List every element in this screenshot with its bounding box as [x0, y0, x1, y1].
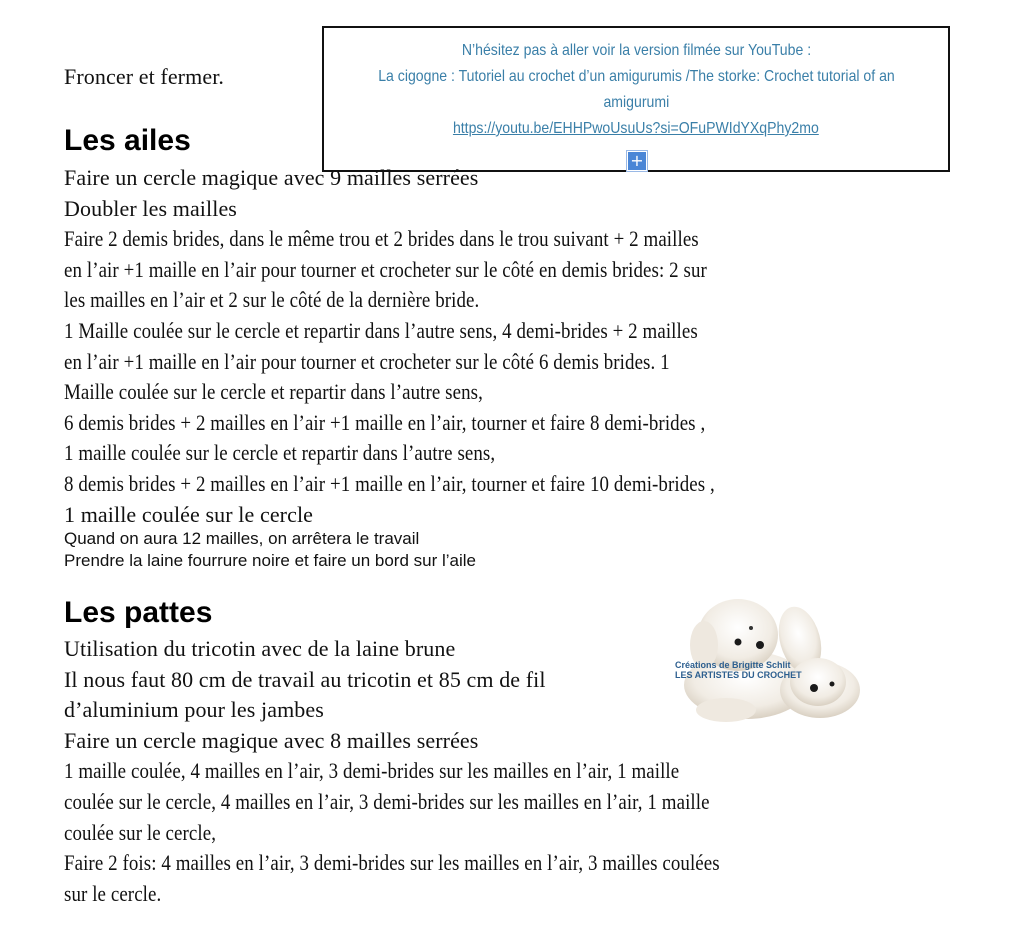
intro-text	[64, 62, 224, 93]
paragraph-line: coulée sur le cercle, 4 mailles en l’air, 3 demi-brides sur les mailles en l’air, 1 maille	[64, 788, 710, 814]
paragraph-line: 6 demis brides + 2 mailles en l’air +1 maille en l’air, tourner et faire 8 demi-brides ,	[64, 409, 706, 435]
paragraph-line: Faire 2 demis brides, dans le même trou et 2 brides dans le trou suivant + 2 mailles	[64, 226, 699, 252]
section-heading-les-ailes: Les ailes	[64, 124, 191, 157]
callout-line: N’hésitez pas à aller voir la version filmée sur YouTube :	[461, 42, 811, 59]
plus-icon: +	[630, 151, 644, 170]
watermark-line: LES ARTISTES DU CROCHET	[675, 670, 802, 680]
paragraph-line: Faire un cercle magique avec 9 mailles serrées	[64, 165, 479, 190]
paragraph-line: d’aluminium pour les jambes	[64, 697, 324, 723]
section-heading-les-pattes: Les pattes	[64, 596, 213, 629]
paragraph-line: sur le cercle.	[64, 880, 162, 906]
small-dog-eye	[830, 682, 835, 687]
paragraph-line: en l’air +1 maille en l’air pour tourner et crocheter sur le côté en demis brides: 2 sur	[64, 256, 707, 282]
paragraph-line: en l’air +1 maille en l’air pour tourner et crocheter sur le côté 6 demis brides. 1	[64, 348, 670, 374]
paragraph-line: Il nous faut 80 cm de travail au tricotin et 85 cm de fil	[64, 666, 546, 692]
watermark-line: Créations de Brigitte Schlit	[675, 660, 791, 670]
paragraph-line: 1 maille coulée, 4 mailles en l’air, 3 demi-brides sur les mailles en l’air, 1 maille	[64, 758, 680, 784]
callout-line: La cigogne : Tutoriel au crochet d’un amigurumis /The storke: Crochet tutorial of an	[377, 68, 895, 85]
paragraph-line: Utilisation du tricotin avec de la laine brune	[64, 636, 456, 661]
paragraph-line: Faire 2 fois: 4 mailles en l’air, 3 demi-brides sur les mailles en l’air, 3 mailles coulées	[64, 850, 720, 876]
paragraph-line: Doubler les mailles	[64, 195, 237, 221]
paragraph-line: coulée sur le cercle,	[64, 819, 217, 845]
big-dog-nose	[756, 641, 764, 649]
big-dog-eye	[749, 626, 753, 630]
paragraph-line: Maille coulée sur le cercle et repartir dans l’autre sens,	[64, 379, 483, 405]
paragraph-line: les mailles en l’air et 2 sur le côté de la dernière bride.	[64, 287, 480, 313]
section-les-ailes-body	[64, 163, 821, 530]
big-dog-eye	[735, 639, 742, 646]
callout-line: amigurumi	[603, 94, 669, 111]
note-line: Prendre la laine fourrure noire et faire un bord sur l’aile	[64, 551, 477, 570]
small-dog-nose	[810, 684, 818, 692]
paragraph-line: 1 Maille coulée sur le cercle et repartir dans l’autre sens, 4 demi-brides + 2 mailles	[64, 317, 698, 343]
section-les-ailes-notes	[64, 528, 476, 572]
youtube-link[interactable]: https://youtu.be/EHHPwoUsuUs?si=OFuPWIdYXqPhy2mo	[453, 120, 819, 137]
paragraph-line: 1 maille coulée sur le cercle	[64, 501, 314, 527]
big-dog-paw	[696, 698, 756, 722]
paragraph-line: 8 demis brides + 2 mailles en l’air +1 maille en l’air, tourner et faire 10 demi-brides ,	[64, 470, 715, 496]
intro-line: Froncer et fermer.	[64, 64, 225, 89]
note-line: Quand on aura 12 mailles, on arrêtera le travail	[64, 529, 420, 548]
photo-watermark	[675, 660, 802, 680]
paragraph-line: Faire un cercle magique avec 8 mailles serrées	[64, 727, 479, 753]
amigurumi-dogs-photo	[668, 590, 868, 730]
callout-link-line	[324, 116, 948, 142]
paragraph-line: 1 maille coulée sur le cercle et repartir dans l’autre sens,	[64, 440, 496, 466]
